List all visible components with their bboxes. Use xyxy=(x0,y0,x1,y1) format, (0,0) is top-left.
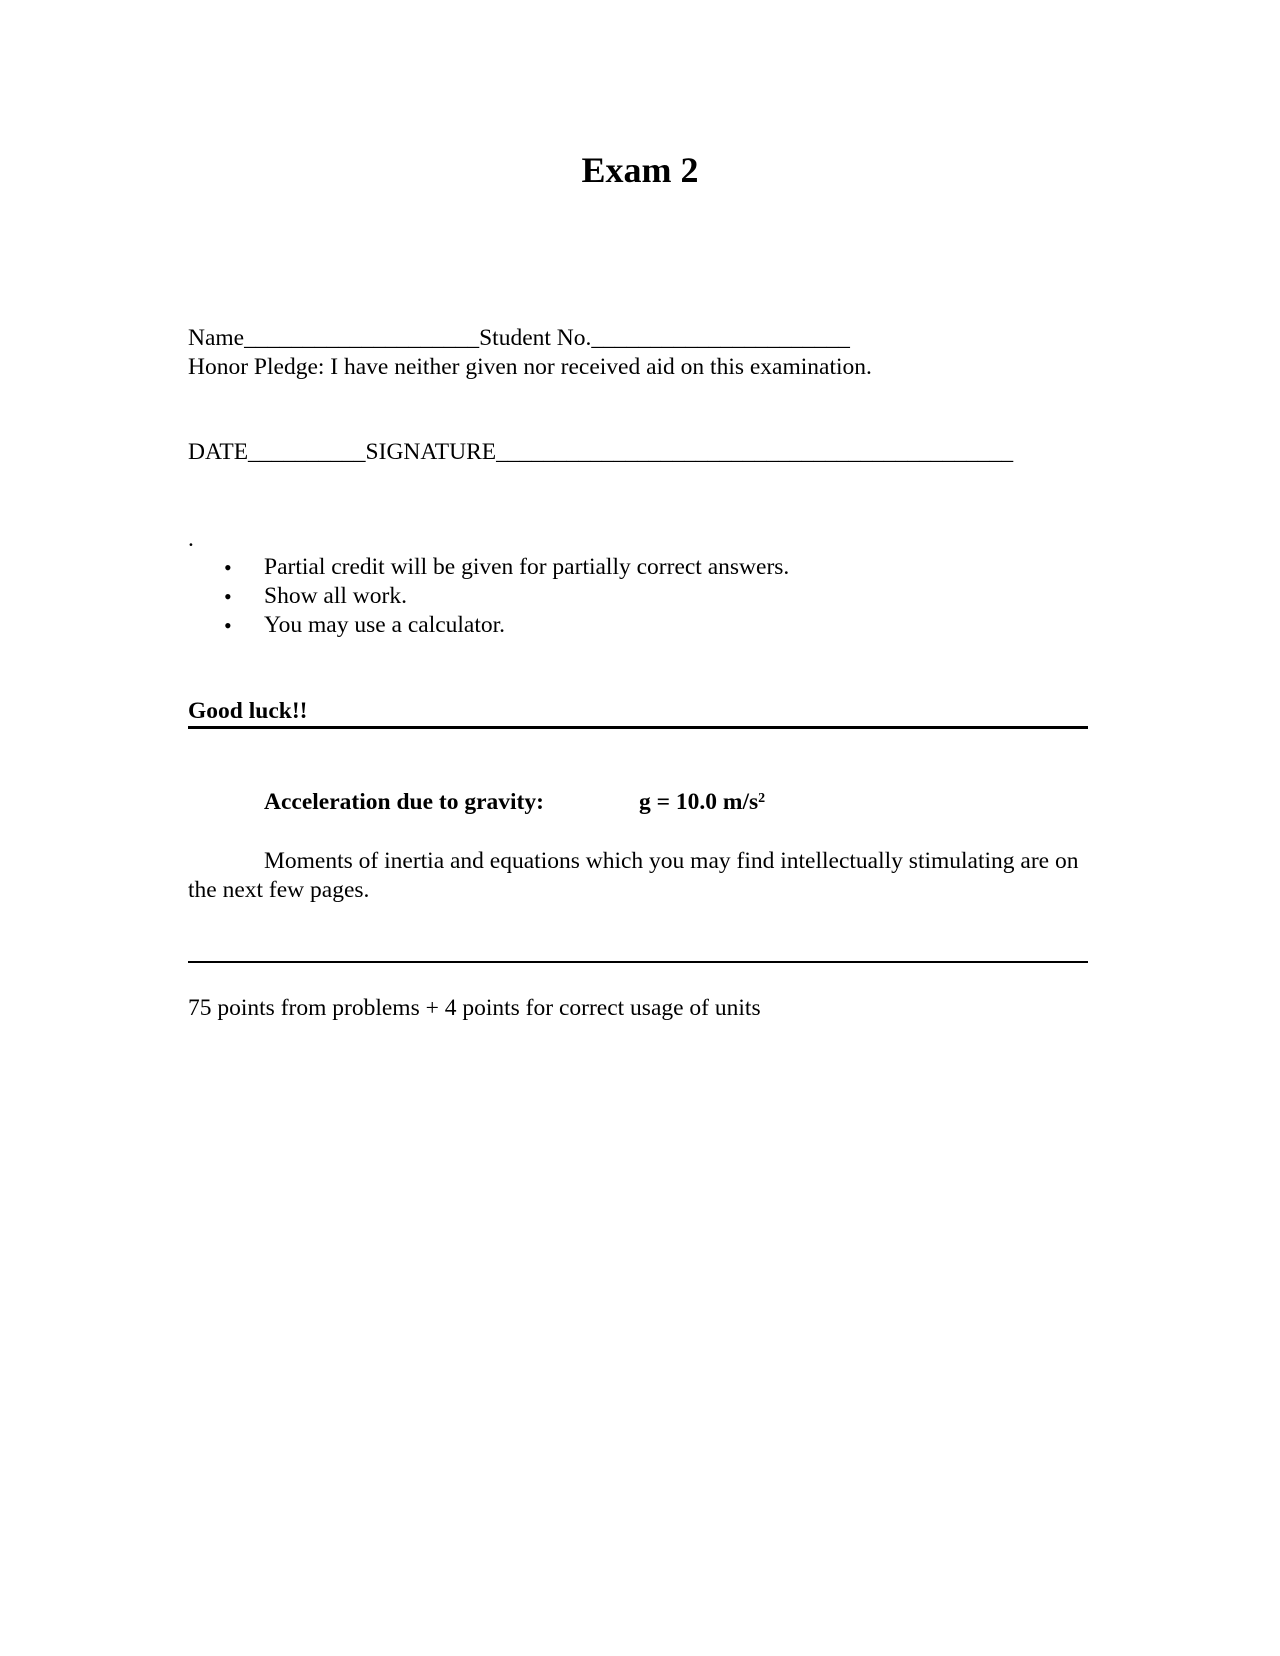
date-signature-line: DATE__________SIGNATURE____________________________________________ xyxy=(188,439,1014,465)
points-summary: 75 points from problems + 4 points for correct usage of units xyxy=(188,995,761,1021)
gravity-exponent: 2 xyxy=(758,791,766,806)
gravity-value xyxy=(639,788,765,817)
instructions-list xyxy=(188,553,789,640)
gravity-value-text: g = 10.0 m/s xyxy=(639,789,759,815)
list-item xyxy=(188,553,789,582)
horizontal-rule-top xyxy=(188,726,1088,729)
instruction-text: Partial credit will be given for partially correct answers. xyxy=(264,554,790,580)
moments-note: Moments of inertia and equations which you may find intellectually stimulating are on the next few pages. xyxy=(188,848,1079,903)
name-student-number-line: Name____________________Student No.______________________ xyxy=(188,325,850,351)
instruction-text: You may use a calculator. xyxy=(264,612,506,638)
stray-period: . xyxy=(188,526,194,552)
bullet-icon: • xyxy=(224,613,232,638)
list-item xyxy=(188,611,789,640)
instruction-text: Show all work. xyxy=(264,583,407,609)
page-title: Exam 2 xyxy=(581,150,699,190)
good-luck-heading: Good luck!! xyxy=(188,698,308,724)
gravity-label: Acceleration due to gravity: xyxy=(264,789,544,815)
horizontal-rule-bottom xyxy=(188,961,1088,963)
honor-pledge: Honor Pledge: I have neither given nor received aid on this examination. xyxy=(188,354,872,380)
bullet-icon: • xyxy=(224,555,232,580)
list-item xyxy=(188,582,789,611)
bullet-icon: • xyxy=(224,584,232,609)
